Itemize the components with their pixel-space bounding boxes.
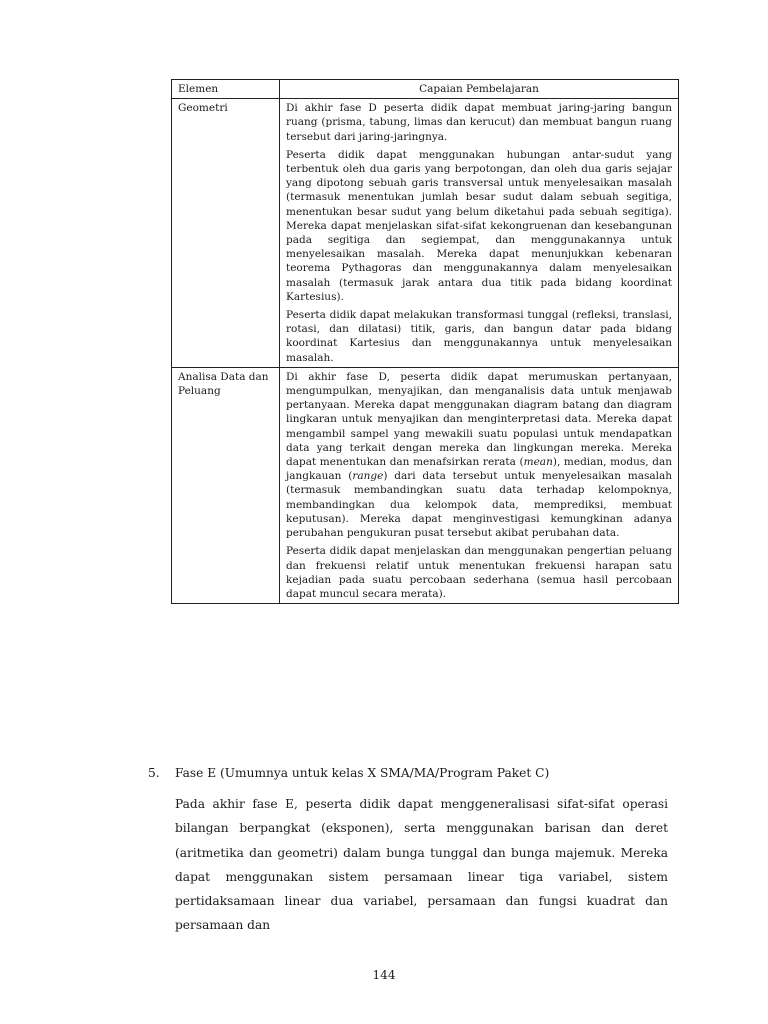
element-cell: Geometri bbox=[172, 99, 280, 368]
italic-term: mean bbox=[523, 456, 553, 469]
paragraph bbox=[286, 370, 672, 540]
section-number: 5. bbox=[148, 766, 160, 780]
capaian-table bbox=[171, 79, 679, 604]
section-heading bbox=[148, 766, 668, 780]
page-number: 144 bbox=[372, 968, 396, 982]
text-span: ) dari data tersebut untuk menyelesaikan masalah (termasuk membandingkan suatu data terhadap kelompoknya, membandingkan dua kelompok data, memprediksi, membuat keputusan). Mereka dapat menginvestigasi kemungkinan adanya perubahan pengukuran pusat tersebut akibat perubahan data. bbox=[286, 470, 673, 540]
header-elemen: Elemen bbox=[172, 80, 280, 99]
description-cell bbox=[280, 99, 679, 368]
paragraph: Di akhir fase D peserta didik dapat membuat jaring-jaring bangun ruang (prisma, tabung, limas dan kerucut) dan membuat bangun ruang tersebut dari jaring-jaringnya. bbox=[286, 102, 672, 143]
element-cell: Analisa Data dan Peluang bbox=[172, 367, 280, 603]
header-capaian: Capaian Pembelajaran bbox=[280, 80, 679, 99]
section-body: Pada akhir fase E, peserta didik dapat menggeneralisasi sifat-sifat operasi bilangan berpangkat (eksponen), serta menggunakan barisan dan deret (aritmetika dan geometri) dalam bunga tunggal dan bunga majemuk. Mereka dapat menggunakan sistem persamaan linear tiga variabel, sistem pertidaksamaan linear dua variabel, persamaan dan fungsi kuadrat dan persamaan dan bbox=[175, 797, 668, 933]
description-cell bbox=[280, 367, 679, 603]
paragraph: Peserta didik dapat menjelaskan dan menggunakan pengertian peluang dan frekuensi relatif untuk menentukan frekuensi harapan satu kejadian pada suatu percobaan sederhana (semua hasil percobaan dapat muncul secara merata). bbox=[286, 545, 672, 600]
table-header-row bbox=[172, 80, 679, 99]
italic-term: range bbox=[352, 470, 384, 483]
paragraph: Peserta didik dapat melakukan transformasi tunggal (refleksi, translasi, rotasi, dan dilatasi) titik, garis, dan bangun datar pada bidang koordinat Kartesius dan menggunakannya untuk menyelesaikan masalah. bbox=[286, 309, 672, 364]
table-row bbox=[172, 367, 679, 603]
text-span: Di akhir fase D, peserta didik dapat merumuskan pertanyaan, mengumpulkan, menyajikan, dan menganalisis data untuk menjawab pertanyaan. Mereka dapat menggunakan diagram batang dan diagram lingkaran untuk menyajikan dan menginterpretasi data. Mereka dapat mengambil sampel yang mewakili suatu populasi untuk mendapatkan data yang terkait dengan mereka dan lingkungan mereka. Mereka dapat menentukan dan menafsirkan rerata ( bbox=[286, 370, 672, 469]
paragraph: Peserta didik dapat menggunakan hubungan antar-sudut yang terbentuk oleh dua garis yang berpotongan, dan oleh dua garis sejajar yang dipotong sebuah garis transversal untuk menyelesaikan masalah (termasuk menentukan jumlah besar sudut dalam sebuah segitiga, menentukan besar sudut yang belum diketahui pada sebuah segitiga). Mereka dapat menjelaskan sifat-sifat kekongruenan dan kesebangunan pada segitiga dan segiempat, dan menggunakannya untuk menyelesaikan masalah. Mereka dapat menunjukkan kebenaran teorema Pythagoras dan menggunakannya dalam menyelesaikan masalah (termasuk jarak antara dua titik pada bidang koordinat Kartesius). bbox=[286, 148, 672, 303]
text-span: ), median, modus, dan jangkauan ( bbox=[286, 456, 672, 483]
section-title: Fase E (Umumnya untuk kelas X SMA/MA/Program Paket C) bbox=[175, 766, 550, 780]
table-row bbox=[172, 99, 679, 368]
section-fase-e bbox=[148, 766, 668, 938]
